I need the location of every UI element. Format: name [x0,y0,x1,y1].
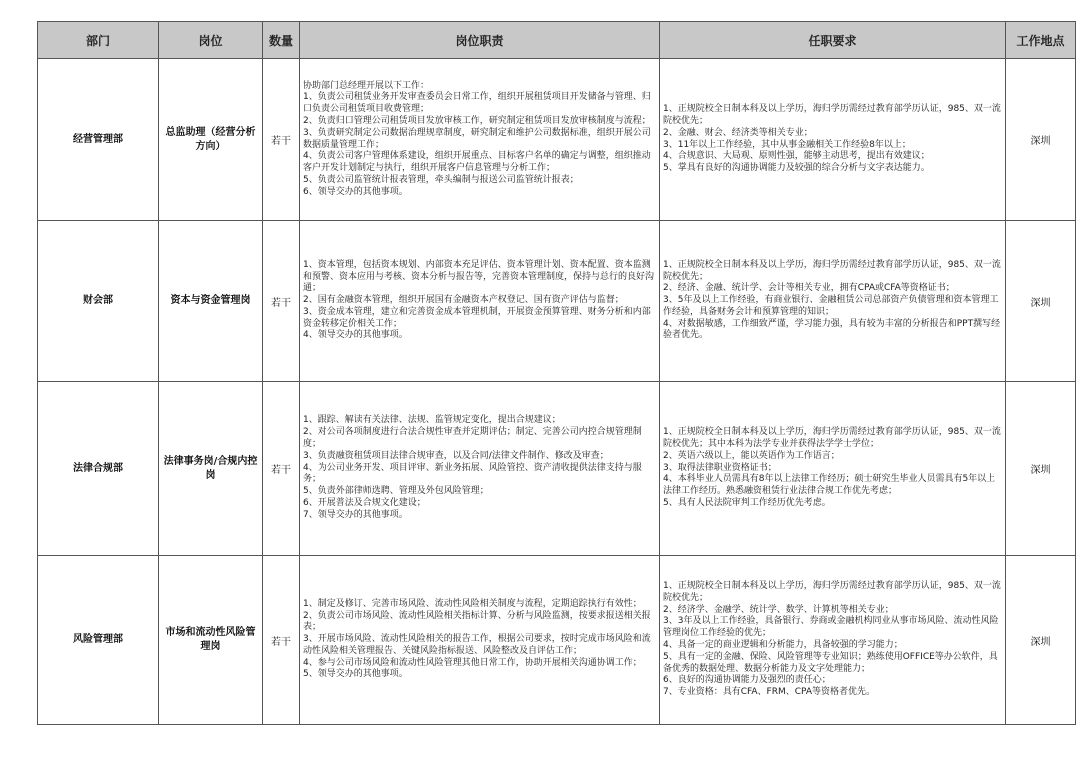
header-duties: 岗位职责 [300,22,660,59]
requirement-line: 3、3年及以上工作经验，具备银行、券商或金融机构同业从事市场风险、流动性风险管理岗位工作经验的优先； [663,616,999,639]
duty-line: 3、负责融资租赁项目法律合规审查，以及合同/法律文件制作、修改及审查； [303,450,609,461]
duty-line: 6、领导交办的其他事项。 [303,186,408,197]
requirement-line: 1、正规院校全日制本科及以上学历，海归学历需经过教育部学历认证，985、双一流院校优先； [663,259,1001,282]
header-position: 岗位 [159,22,263,59]
requirement-line: 3、取得法律职业资格证书； [663,462,777,473]
header-dept: 部门 [38,22,159,59]
cell-location: 深圳 [1006,221,1076,382]
requirement-line: 3、11年以上工作经验，其中从事金融相关工作经验8年以上； [663,139,911,150]
requirement-line: 7、专业资格：具有CFA、FRM、CPA等资格者优先。 [663,687,876,698]
requirement-line: 2、英语六级以上，能以英语作为工作语言； [663,450,840,461]
duty-line: 1、负责公司租赁业务开发审查委员会日常工作，组织开展租赁项目开发储备与管理、归口负责公司租赁项目收费管理； [303,92,651,115]
duty-line: 2、对公司各项制度进行合法合规性审查并定期评估；制定、完善公司内控合规管理制度； [303,427,642,449]
cell-requirements [660,556,1006,725]
requirement-line: 5、具有一定的金融、保险、风险管理等专业知识；熟练使用OFFICE等办公软件，具备优秀的数据处理、数据分析能力及文字处理能力； [663,651,998,674]
requirement-line: 5、掌具有良好的沟通协调能力及较强的综合分析与文字表达能力。 [663,163,930,174]
header-location: 工作地点 [1006,22,1076,59]
duty-line: 协助部门总经理开展以下工作： [303,80,430,91]
requirement-line: 6、良好的沟通协调能力及强烈的责任心； [663,675,831,686]
duty-line: 5、领导交办的其他事项。 [303,669,408,680]
table-row [38,221,1076,382]
requirement-line: 4、本科毕业人员需具有8年以上法律工作经历；硕士研究生毕业人员需具有5年以上法律工作经历。熟悉融资租赁行业法律合规工作优先考虑； [663,474,996,497]
cell-dept: 经营管理部 [38,59,159,221]
table-row [38,59,1076,221]
table-row [38,556,1076,725]
requirement-line: 1、正规院校全日制本科及以上学历，海归学历需经过教育部学历认证，985、双一流院校优先； [663,581,1001,603]
cell-count: 若干 [263,221,300,382]
duty-line: 7、领导交办的其他事项。 [303,509,408,520]
cell-requirements [660,382,1006,556]
duty-line: 3、资金成本管理，建立和完善资金成本管理机制，开展资金预算管理、财务分析和内部资金转移定价相关工作； [303,306,651,329]
cell-duties [300,59,660,221]
cell-dept: 财会部 [38,221,159,382]
requirement-line: 5、具有人民法院审判工作经历优先考虑。 [663,497,831,508]
requirement-line: 3、5年及以上工作经验，有商业银行、金融租赁公司总部资产负债管理和资本管理工作经验，具备财务会计和预算管理的知识； [663,295,999,317]
duty-line: 2、负责归口管理公司租赁项目发放审核工作，研究制定租赁项目发放审核制度与流程； [303,115,651,126]
duty-line: 4、为公司业务开发、项目评审、新业务拓展、风险管控、资产清收提供法律支持与服务； [303,462,642,485]
cell-position: 市场和流动性风险管理岗 [159,556,263,725]
duty-line: 4、负责公司客户管理体系建设，组织开展重点、目标客户名单的确定与调整，组织推动客户开发计划制定与执行，组织开展客户信息管理与分析工作； [303,151,651,174]
requirement-line: 2、经济学、金融学、统计学、数学、计算机等相关专业； [663,604,894,615]
job-table [37,21,1076,725]
cell-duties [300,382,660,556]
cell-location: 深圳 [1006,382,1076,556]
duty-line: 4、参与公司市场风险和流动性风险管理其他日常工作，协助开展相关沟通协调工作； [303,657,642,668]
cell-dept: 法律合规部 [38,382,159,556]
duty-line: 2、负责公司市场风险、流动性风险相关指标计算、分析与风险监测，按要求报送相关报表； [303,610,651,633]
duty-line: 1、资本管理，包括资本规划、内部资本充足评估、资本管理计划、资本配置、资本监测和预警、资本应用与考核、资本分析与报告等，完善资本管理制度，保持与总行的良好沟通； [303,259,655,294]
requirement-line: 1、正规院校全日制本科及以上学历，海归学历需经过教育部学历认证，985、双一流院校优先； [663,104,1001,126]
cell-count: 若干 [263,382,300,556]
cell-dept: 风险管理部 [38,556,159,725]
cell-location: 深圳 [1006,59,1076,221]
cell-count: 若干 [263,556,300,725]
requirement-line: 2、金融、财会、经济类等相关专业； [663,127,813,138]
cell-count: 若干 [263,59,300,221]
job-table-sheet [37,21,1065,725]
cell-requirements [660,221,1006,382]
duty-line: 3、开展市场风险、流动性风险相关的报告工作，根据公司要求，按时完成市场风险和流动性风险相关管理报告、关键风险指标报送、风险整改及自评估工作； [303,634,651,656]
requirement-line: 4、具备一定的商业逻辑和分析能力，具备较强的学习能力； [663,640,903,650]
duty-line: 4、领导交办的其他事项。 [303,330,408,341]
requirement-line: 2、经济、金融、统计学、会计等相关专业，拥有CPA或CFA等资格证书； [663,283,955,294]
duty-line: 1、跟踪、解读有关法律、法规、监管规定变化，提出合规建议； [303,415,561,426]
requirement-line: 4、合规意识、大局观、原则性强，能够主动思考，提出有效建议； [663,151,930,162]
cell-duties [300,221,660,382]
table-row [38,382,1076,556]
duty-line: 5、负责外部律师选聘、管理及外包风险管理； [303,486,489,497]
header-requirements: 任职要求 [660,22,1006,59]
duty-line: 3、负责研究制定公司数据治理规章制度，研究制定和维护公司数据标准，组织开展公司数据质量管理工作； [303,127,651,150]
requirement-line: 1、正规院校全日制本科及以上学历，海归学历需经过教育部学历认证，985、双一流院校优先；其中本科为法学专业并获得法学学士学位； [663,427,1001,449]
duty-line: 2、国有金融资本管理，组织开展国有金融资本产权登记、国有资产评估与监督； [303,295,624,306]
duty-line: 1、制定及修订、完善市场风险、流动性风险相关制度与流程，定期追踪执行有效性； [303,598,642,609]
cell-position: 总监助理（经营分析方向） [159,59,263,221]
cell-requirements [660,59,1006,221]
requirement-line: 4、对数据敏感，工作细致严谨，学习能力强，具有较为丰富的分析报告和PPT撰写经验者优先。 [663,318,1001,341]
cell-position: 法律事务岗/合规内控岗 [159,382,263,556]
cell-location: 深圳 [1006,556,1076,725]
duty-line: 6、开展普法及合规文化建设； [303,497,426,508]
duty-line: 5、负责公司监管统计报表管理，牵头编制与报送公司监管统计报表； [303,174,579,185]
cell-duties [300,556,660,725]
table-header-row [38,22,1076,59]
cell-position: 资本与资金管理岗 [159,221,263,382]
header-count: 数量 [263,22,300,59]
